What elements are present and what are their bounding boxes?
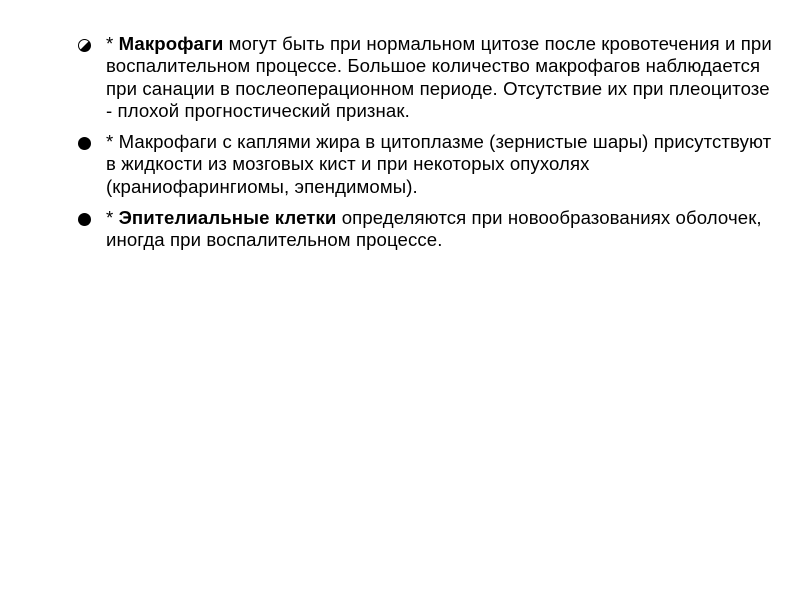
bullet-item-macrophages [78, 33, 778, 122]
bullet-bold-term: Макрофаги [118, 33, 224, 54]
bullet-icon [78, 213, 91, 226]
bullet-item-epithelial [78, 207, 778, 252]
bullet-prefix: * [106, 207, 119, 229]
bullet-icon [78, 39, 91, 52]
bullet-prefix: * [106, 33, 119, 54]
bullet-bold-term: Эпителиальные клетки [118, 207, 337, 229]
bullet-text: определяются при новообразованиях оболочек, иногда при воспалительном процессе. [106, 207, 762, 251]
bullet-text: Макрофаги с каплями жира в цитоплазме (зернистые шары) присутствуют в жидкости из мозговых кист и при некоторых опухолях (краниофарингиомы, эпендимомы). [106, 131, 772, 197]
bullet-list [78, 33, 778, 261]
bullet-item-fat-macrophages [78, 131, 778, 198]
bullet-text: могут быть при нормальном цитозе после кровотечения и при воспалительном процессе. Большое количество макрофагов наблюдается при санации в послеоперационном периоде. Отсутствие их при плеоцитозе - плохой прогностический признак. [106, 33, 772, 121]
bullet-icon [78, 137, 91, 150]
bullet-prefix: * [106, 131, 119, 153]
